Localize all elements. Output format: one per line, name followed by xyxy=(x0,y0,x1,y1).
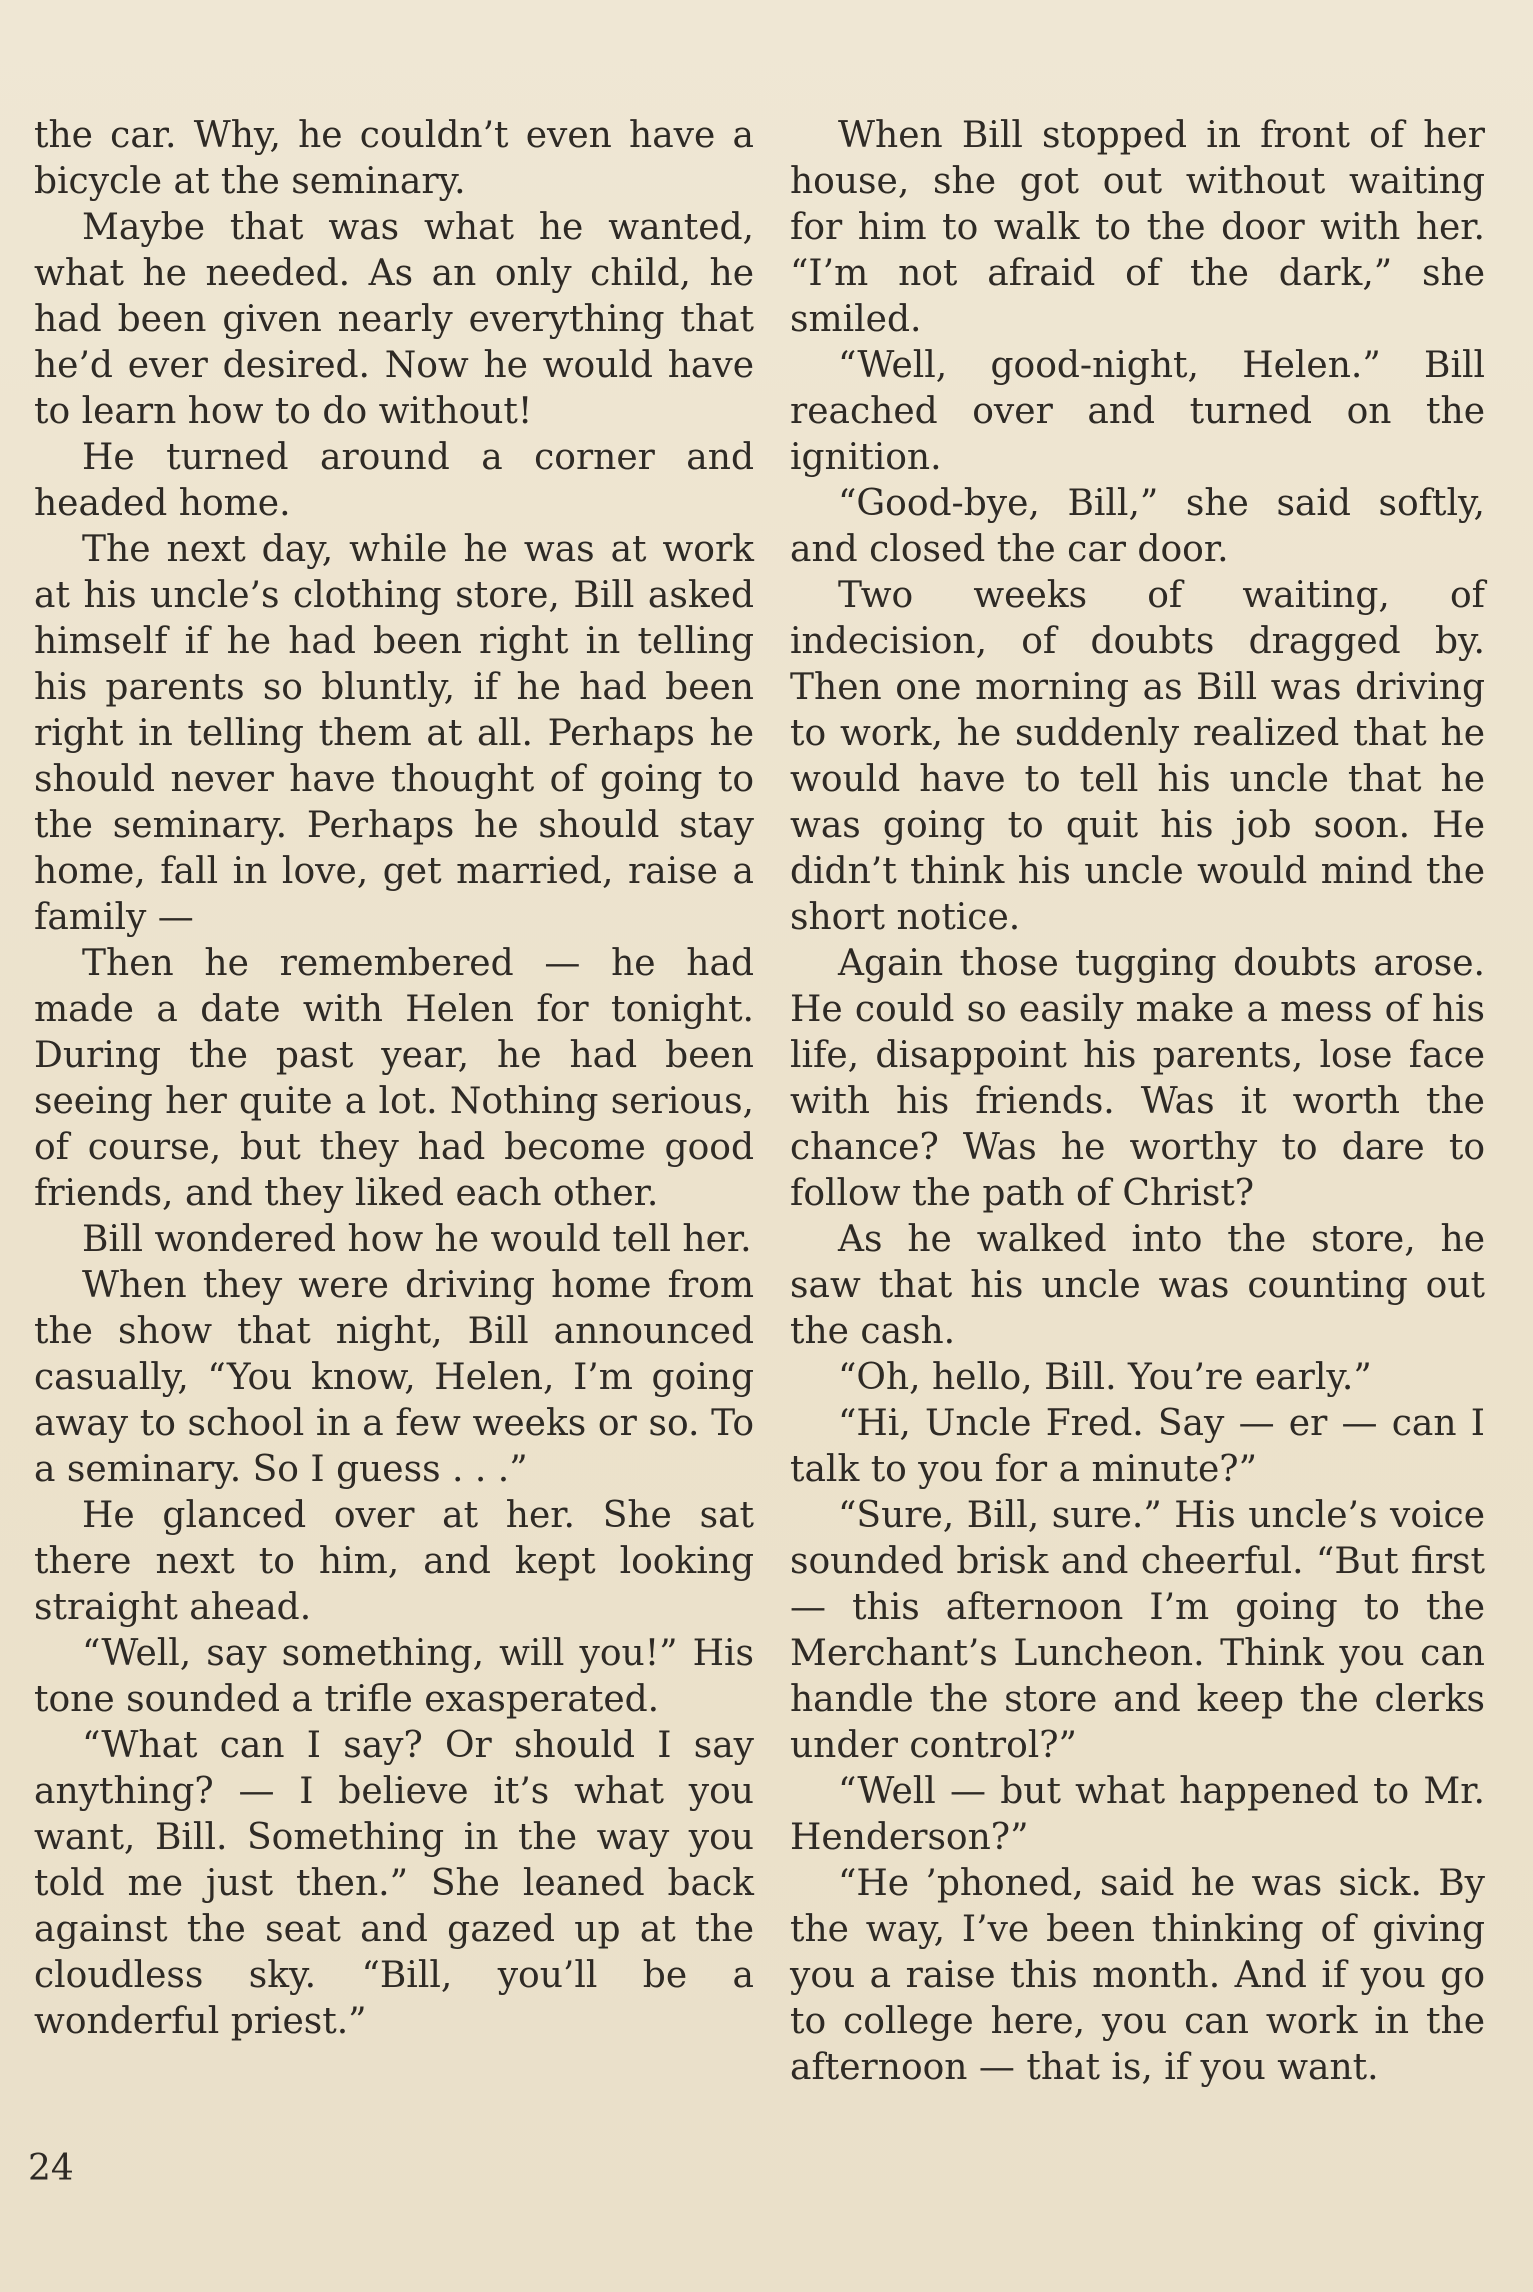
paragraph: Maybe that was what he wanted, what he needed. As an only child, he had been given nearly everything that he’d ever desired. Now he would have to learn how to do without! xyxy=(34,207,754,432)
paragraph: “He ’phoned, said he was sick. By the way, I’ve been thinking of giving you a raise this month. And if you go to college here, you can work in the afternoon — that is, if you want. xyxy=(790,1863,1485,2088)
paragraph: “What can I say? Or should I say anything? — I believe it’s what you want, Bill. Something in the way you told me just then.” She leaned back against the seat and gazed up at the cloudless sky. “Bill, you’ll be a wonderful priest.” xyxy=(34,1725,754,2042)
paragraph: He glanced over at her. She sat there next to him, and kept looking straight ahead. xyxy=(34,1495,754,1628)
paragraph: As he walked into the store, he saw that his uncle was counting out the cash. xyxy=(790,1219,1485,1352)
paragraph: the car. Why, he couldn’t even have a bicycle at the seminary. xyxy=(34,115,754,202)
paragraph: The next day, while he was at work at his uncle’s clothing store, Bill asked himself if he had been right in telling his parents so bluntly, if he had been right in telling them at all. Perhaps he should never have thought of going to the seminary. Perhaps he should stay home, fall in love, get married, raise a family — xyxy=(34,529,754,938)
paragraph: “Well, say something, will you!” His tone sounded a trifle exasperated. xyxy=(34,1633,754,1720)
paragraph: Then he remembered — he had made a date with Helen for tonight. During the past year, he had been seeing her quite a lot. Nothing serious, of course, but they had become good friends, and they liked each other. xyxy=(34,943,754,1214)
paragraph: Again those tugging doubts arose. He could so easily make a mess of his life, disappoint his parents, lose face with his friends. Was it worth the chance? Was he worthy to dare to follow the path of Christ? xyxy=(790,943,1485,1214)
paragraph: “Well — but what happened to Mr. Henderson?” xyxy=(790,1771,1485,1858)
page-number: 24 xyxy=(28,2148,74,2189)
paragraph: Bill wondered how he would tell her. xyxy=(82,1219,752,1260)
paragraph: When they were driving home from the show that night, Bill announced casually, “You know, Helen, I’m going away to school in a few weeks or so. To a seminary. So I guess . . .” xyxy=(34,1265,754,1490)
paragraph: He turned around a corner and headed home. xyxy=(34,437,754,524)
paragraph: “Well, good-night, Helen.” Bill reached over and turned on the ignition. xyxy=(790,345,1485,478)
paragraph: “Good-bye, Bill,” she said softly, and closed the car door. xyxy=(790,483,1485,570)
paragraph: “Sure, Bill, sure.” His uncle’s voice sounded brisk and cheerful. “But first — this afternoon I’m going to the Merchant’s Luncheon. Think you can handle the store and keep the clerks under control?” xyxy=(790,1495,1485,1766)
paragraph: “Oh, hello, Bill. You’re early.” xyxy=(838,1357,1372,1398)
left-text-column xyxy=(34,113,754,2045)
right-text-column xyxy=(790,113,1485,2091)
paragraph: “Hi, Uncle Fred. Say — er — can I talk to you for a minute?” xyxy=(790,1403,1485,1490)
paragraph: Two weeks of waiting, of indecision, of doubts dragged by. Then one morning as Bill was driving to work, he suddenly realized that he would have to tell his uncle that he was going to quit his job soon. He didn’t think his uncle would mind the short notice. xyxy=(790,575,1485,938)
paragraph: When Bill stopped in front of her house, she got out without waiting for him to walk to the door with her. “I’m not afraid of the dark,” she smiled. xyxy=(790,115,1485,340)
